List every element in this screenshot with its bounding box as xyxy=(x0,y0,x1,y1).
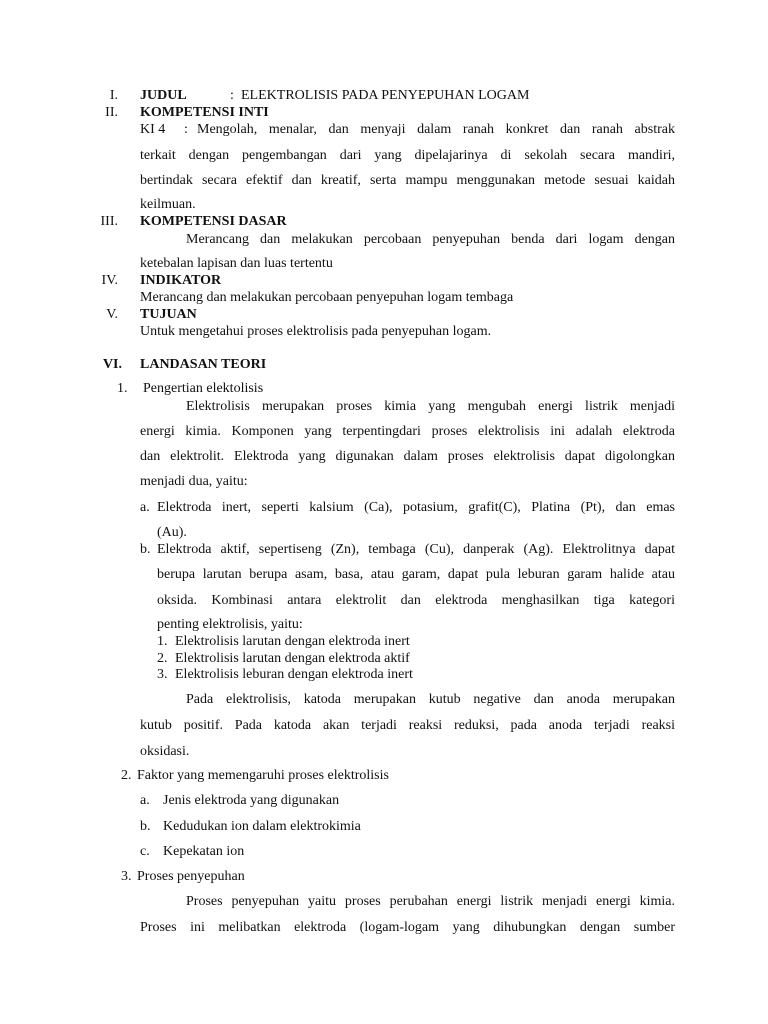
tujuan-text: Untuk mengetahui proses elektrolisis pada penyepuhan logam. xyxy=(140,324,492,339)
ki-text-line: keilmuan. xyxy=(140,197,196,212)
section-3-heading: KOMPETENSI DASAR xyxy=(140,214,287,229)
section-4-heading: INDIKATOR xyxy=(140,273,222,288)
list-item-text: Elektroda aktif, sepertiseng (Zn), tembaga (Cu), danperak (Ag). Elektrolitnya dapat xyxy=(157,542,675,557)
paragraph-line: kutub positif. Pada katoda akan terjadi reaksi reduksi, pada anoda terjadi reaksi xyxy=(140,718,675,733)
section-1-number: I. xyxy=(109,88,118,103)
section-4-number: IV. xyxy=(101,273,118,288)
subsection-1-title: Pengertian elektolisis xyxy=(143,381,264,396)
section-6-number: VI. xyxy=(102,357,122,372)
list-item-label: b. xyxy=(140,819,151,834)
section-2-heading: KOMPETENSI INTI xyxy=(140,105,269,120)
section-3-number: III. xyxy=(100,214,118,229)
document-title: ELEKTROLISIS PADA PENYEPUHAN LOGAM xyxy=(241,88,530,103)
subsection-3-title: Proses penyepuhan xyxy=(137,869,245,884)
category-text: Elektrolisis larutan dengan elektroda aktif xyxy=(175,651,410,666)
category-text: Elektrolisis larutan dengan elektroda inert xyxy=(175,634,410,649)
category-number: 1. xyxy=(157,634,168,649)
paragraph-line: energi kimia. Komponen yang terpentingdari proses elektrolisis ini adalah elektroda xyxy=(140,424,675,439)
category-text: Elektrolisis leburan dengan elektroda inert xyxy=(175,667,413,682)
list-item-text: Kedudukan ion dalam elektrokimia xyxy=(163,819,361,834)
indikator-text: Merancang dan melakukan percobaan penyepuhan logam tembaga xyxy=(140,290,514,305)
ki-text-line: bertindak secara efektif dan kreatif, serta mampu menggunakan metode sesuai kaidah xyxy=(140,173,675,188)
subsection-3-number: 3. xyxy=(121,869,132,884)
section-5-number: V. xyxy=(106,307,118,322)
paragraph-line: Proses ini melibatkan elektroda (logam-logam yang dihubungkan dengan sumber xyxy=(140,920,675,935)
list-item-text: Jenis elektroda yang digunakan xyxy=(163,793,340,808)
list-item-text: Elektroda inert, seperti kalsium (Ca), potasium, grafit(C), Platina (Pt), dan emas xyxy=(157,500,675,515)
ki-text-line: Mengolah, menalar, dan menyaji dalam ranah konkret dan ranah abstrak xyxy=(197,122,675,137)
ki-separator: : xyxy=(184,122,188,137)
list-item-label: a. xyxy=(140,500,150,515)
paragraph-line: Proses penyepuhan yaitu proses perubahan energi listrik menjadi energi kimia. xyxy=(186,894,675,909)
paragraph-line: dan elektrolit. Elektroda yang digunakan dalam proses elektrolisis dapat digolongkan xyxy=(140,449,675,464)
paragraph-line: Elektrolisis merupakan proses kimia yang mengubah energi listrik menjadi xyxy=(186,399,675,414)
category-number: 3. xyxy=(157,667,168,682)
list-item-text: penting elektrolisis, yaitu: xyxy=(157,617,303,632)
section-2-number: II. xyxy=(105,105,118,120)
list-item-label: a. xyxy=(140,793,150,808)
subsection-2-title: Faktor yang memengaruhi proses elektrolisis xyxy=(137,768,389,783)
list-item-text: Kepekatan ion xyxy=(163,844,245,859)
subsection-1-number: 1. xyxy=(117,381,128,396)
section-6-heading: LANDASAN TEORI xyxy=(140,357,267,372)
list-item-text: (Au). xyxy=(157,525,187,540)
paragraph-line: Pada elektrolisis, katoda merupakan kutub negative dan anoda merupakan xyxy=(186,692,675,707)
paragraph-line: menjadi dua, yaitu: xyxy=(140,474,248,489)
ki-text-line: terkait dengan pengembangan dari yang dipelajarinya di sekolah secara mandiri, xyxy=(140,148,675,163)
subsection-2-number: 2. xyxy=(121,768,132,783)
list-item-label: c. xyxy=(140,844,150,859)
section-5-heading: TUJUAN xyxy=(140,307,197,322)
list-item-text: oksida. Kombinasi antara elektrolit dan elektroda menghasilkan tiga kategori xyxy=(157,593,675,608)
list-item-text: berupa larutan berupa asam, basa, atau garam, dapat pula leburan garam halide atau xyxy=(157,567,675,582)
section-1-heading: JUDUL xyxy=(140,88,187,103)
category-number: 2. xyxy=(157,651,168,666)
kd-text-line: Merancang dan melakukan percobaan penyepuhan benda dari logam dengan xyxy=(186,232,675,247)
paragraph-line: oksidasi. xyxy=(140,744,190,759)
list-item-label: b. xyxy=(140,542,151,557)
ki-label: KI 4 xyxy=(140,122,166,137)
kd-text-line: ketebalan lapisan dan luas tertentu xyxy=(140,256,333,271)
section-1-separator: : xyxy=(230,88,234,103)
